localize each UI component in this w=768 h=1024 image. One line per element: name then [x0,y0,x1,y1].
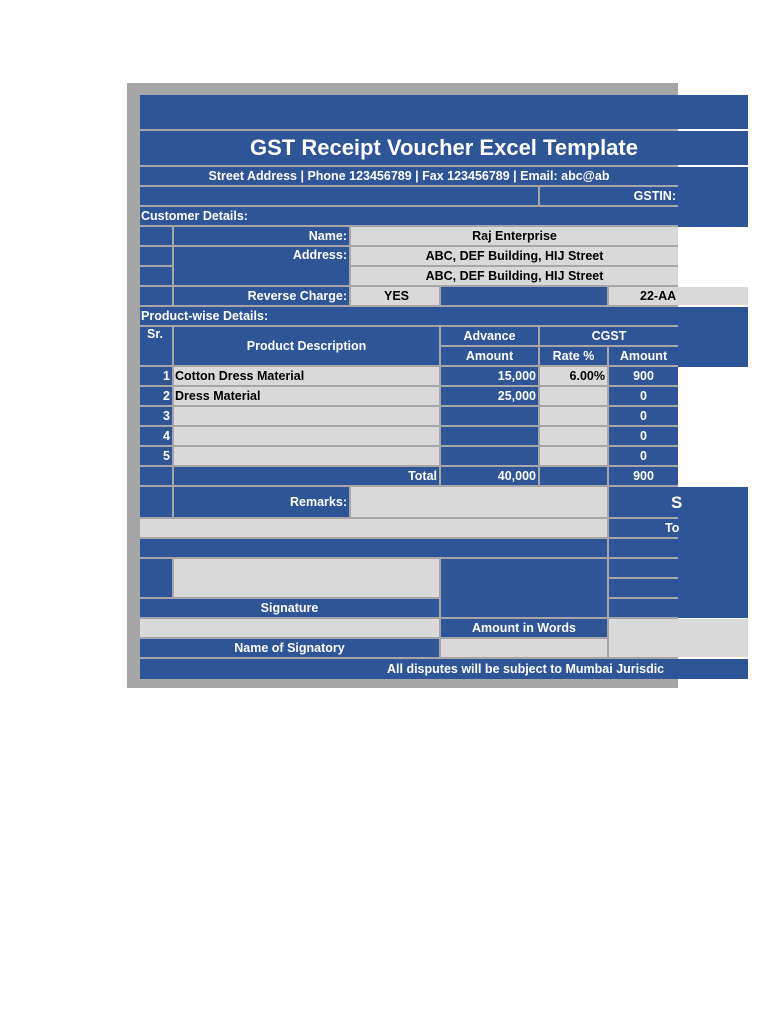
name-label: Name: [174,227,349,245]
amount-in-words-label: Amount in Words [441,619,607,637]
row-3-advance[interactable] [441,407,538,425]
summary-cell [609,539,748,557]
row-marker [140,287,172,305]
header-rate: Rate % [540,347,607,365]
row-3-amount: 0 [609,407,678,425]
row-1-rate[interactable]: 6.00% [540,367,607,385]
header-advance-top: Advance [441,327,538,345]
total-amount: 900 [609,467,678,485]
summary-cell [609,599,748,617]
right-blue-block [678,167,748,227]
header-description: Product Description [174,327,439,365]
gstin-label: GSTIN: [540,187,678,205]
page-title: GST Receipt Voucher Excel Template [140,131,748,165]
reverse-charge-value[interactable]: YES [351,287,439,305]
row-3-rate[interactable] [540,407,607,425]
header-sr: Sr. [140,327,172,365]
row-marker [140,467,172,485]
right-blue-block [678,307,748,367]
row-4-amount: 0 [609,427,678,445]
header-amount: Amount [609,347,678,365]
row-marker [140,267,172,285]
amount-in-words-field[interactable] [609,619,748,657]
row-1-advance[interactable]: 15,000 [441,367,538,385]
summary-partial-total: To [609,519,748,537]
row-3-sr: 3 [140,407,172,425]
address-line-1[interactable]: ABC, DEF Building, HIJ Street [351,247,678,265]
customer-section-label: Customer Details: [140,207,678,225]
contact-line: Street Address | Phone 123456789 | Fax 123456789 | Email: abc@ab [140,167,678,185]
header-blank-band [140,95,748,129]
row-1-amount: 900 [609,367,678,385]
row-marker [140,227,172,245]
summary-partial-heading: S [609,487,748,517]
total-advance: 40,000 [441,467,538,485]
signature-label: Signature [140,599,439,617]
address-label: Address: [174,247,349,285]
row-marker [140,247,172,265]
row-2-rate[interactable] [540,387,607,405]
row-2-amount: 0 [609,387,678,405]
row-5-sr: 5 [140,447,172,465]
blank-cell [441,559,607,617]
row-3-description[interactable] [174,407,439,425]
summary-cell [609,579,748,597]
row-1-description[interactable]: Cotton Dress Material [174,367,439,385]
header-cgst: CGST [540,327,678,345]
row-2-sr: 2 [140,387,172,405]
row-4-rate[interactable] [540,427,607,445]
blank-cell [441,287,607,305]
name-value[interactable]: Raj Enterprise [351,227,678,245]
name-of-signatory-label: Name of Signatory [140,639,439,657]
remarks-field[interactable] [351,487,607,517]
blank-band [140,539,607,557]
row-5-amount: 0 [609,447,678,465]
total-label: Total [174,467,439,485]
row-4-advance[interactable] [441,427,538,445]
row-4-sr: 4 [140,427,172,445]
state-code-value[interactable]: 22-AA [609,287,748,305]
row-5-description[interactable] [174,447,439,465]
row-2-description[interactable]: Dress Material [174,387,439,405]
blank-cell [441,639,607,657]
row-5-advance[interactable] [441,447,538,465]
header-advance-bottom: Amount [441,347,538,365]
row-1-sr: 1 [140,367,172,385]
product-section-label: Product-wise Details: [140,307,678,325]
blank-row [140,519,607,537]
row-4-description[interactable] [174,427,439,445]
remarks-label: Remarks: [174,487,349,517]
address-line-2[interactable]: ABC, DEF Building, HIJ Street [351,267,678,285]
disputes-text: All disputes will be subject to Mumbai Jurisdic [140,659,748,679]
signatory-name-field[interactable] [140,619,439,637]
row-5-rate[interactable] [540,447,607,465]
reverse-charge-label: Reverse Charge: [174,287,349,305]
blank-cell [140,187,538,205]
signature-box[interactable] [174,559,439,597]
row-marker [140,559,172,597]
row-2-advance[interactable]: 25,000 [441,387,538,405]
row-marker [140,487,172,517]
blank-cell [540,467,607,485]
summary-cell [609,559,748,577]
